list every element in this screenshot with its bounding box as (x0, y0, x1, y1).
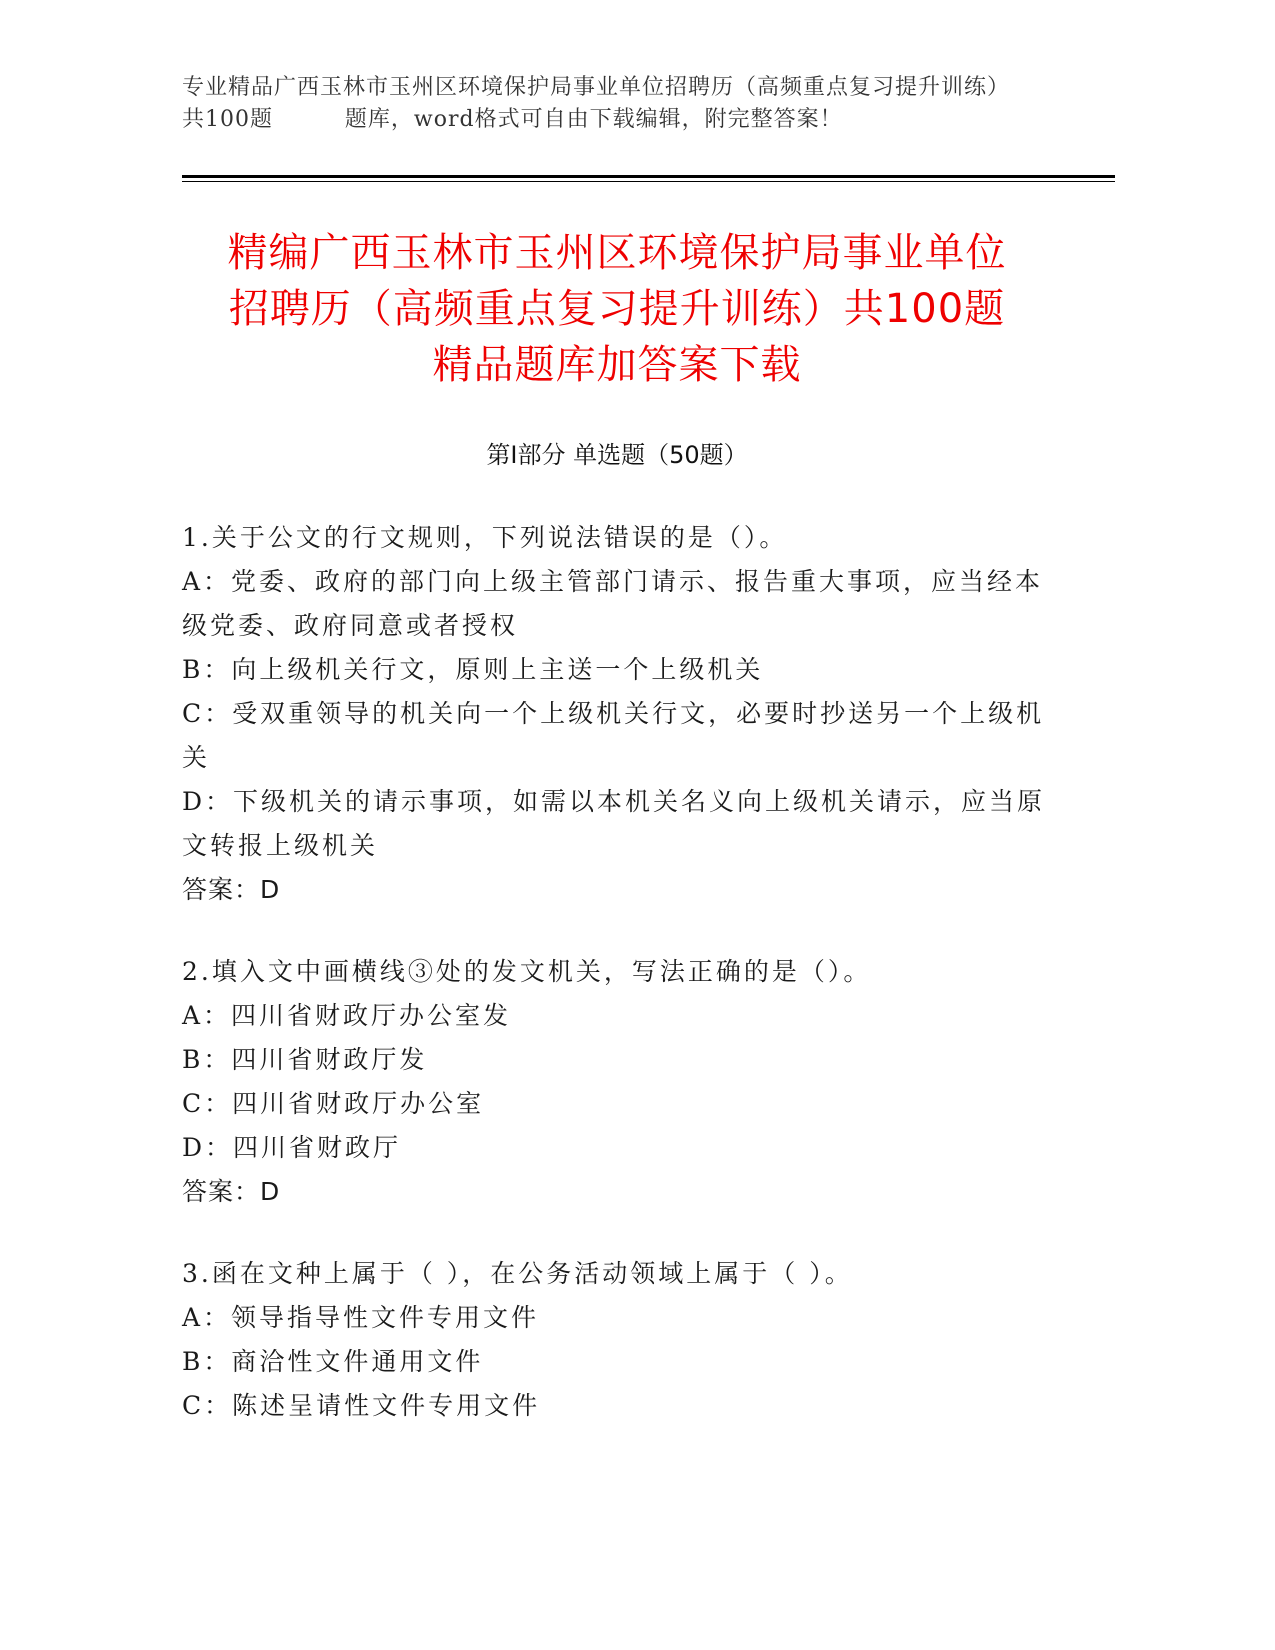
question-1 (182, 516, 1052, 912)
option-b: B：向上级机关行文，原则上主送一个上级机关 (182, 655, 764, 684)
header-divider-thick (182, 175, 1115, 178)
answer-label: 答案：D (182, 1177, 281, 1206)
header-line-1: 专业精品广西玉林市玉州区环境保护局事业单位招聘历（高频重点复习提升训练） (182, 75, 1011, 100)
option-c: C：四川省财政厅办公室 (182, 1089, 485, 1118)
section-heading: 第Ⅰ部分 单选题（50题） (486, 441, 748, 469)
document-header (182, 72, 1082, 136)
title-line-1: 精编广西玉林市玉州区环境保护局事业单位 (227, 230, 1007, 276)
question-stem: 2.填入文中画横线③处的发文机关，写法正确的是（）。 (182, 957, 872, 986)
question-stem: 1.关于公文的行文规则，下列说法错误的是（）。 (182, 523, 788, 552)
option-d: D：下级机关的请示事项，如需以本机关名义向上级机关请示，应当原文转报上级机关 (182, 787, 1046, 860)
option-b: B：四川省财政厅发 (182, 1045, 428, 1074)
option-c: C：受双重领导的机关向一个上级机关行文，必要时抄送另一个上级机关 (182, 699, 1045, 772)
answer-label: 答案：D (182, 875, 281, 904)
option-a: A：党委、政府的部门向上级主管部门请示、报告重大事项，应当经本级党委、政府同意或者授权 (182, 567, 1044, 640)
option-d: D：四川省财政厅 (182, 1133, 402, 1162)
title-line-3: 精品题库加答案下载 (432, 342, 802, 388)
option-c: C：陈述呈请性文件专用文件 (182, 1391, 541, 1420)
header-line-2: 共100题 题库，word格式可自由下载编辑，附完整答案！ (182, 107, 843, 132)
title-line-2: 招聘历（高频重点复习提升训练）共100题 (228, 286, 1006, 332)
question-list (182, 516, 1052, 1466)
option-b: B：商洽性文件通用文件 (182, 1347, 484, 1376)
question-3 (182, 1252, 1052, 1428)
option-a: A：领导指导性文件专用文件 (182, 1303, 540, 1332)
question-2 (182, 950, 1052, 1214)
document-title (182, 225, 1052, 393)
question-stem: 3.函在文种上属于（ ），在公务活动领域上属于（ ）。 (182, 1259, 853, 1288)
option-a: A：四川省财政厅办公室发 (182, 1001, 512, 1030)
header-divider-thin (182, 181, 1115, 182)
